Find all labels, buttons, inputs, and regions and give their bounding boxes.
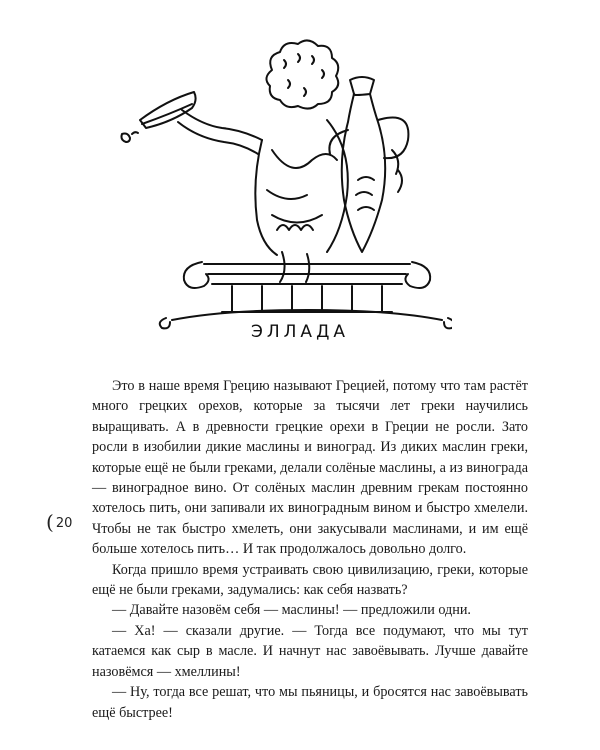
chapter-title: ЭЛЛАДА (251, 322, 349, 342)
paragraph-intro: Это в наше время Грецию называют Грецией, потому что там растёт много грецких орехов, которые за тысячи лет греки научились выращивать. А в древности грецкие орехи в Греции не росли. Зато росли в изобилии дикие маслины и виноград. Из диких маслин греки, которые ещё не были греками, делали солёные маслины, а из винограда — виноградное вино. От солёных маслин древним грекам постоянно хотелось пить, они запивали их виноградным вином и быстро хмелели. Чтобы не так быстро хмелеть, они закусывали маслинами, и им ещё больше хотелось пить… И так продолжалось довольно долго. (92, 378, 528, 558)
column-capital-icon (160, 262, 452, 328)
paragraph-dialogue-1: — Давайте назовём себя — маслины! — предложили одни. (112, 602, 471, 619)
plate-icon (122, 92, 196, 142)
paragraph-civilization: Когда пришло время устраивать свою цивилизацию, греки, которые ещё не были греками, задумались: как себя назвать? (92, 561, 528, 599)
page-number-value: 20 (55, 516, 73, 531)
page-number-bracket: ( (46, 510, 54, 534)
paragraph-dialogue-2: — Ха! — сказали другие. — Тогда все подумают, что мы тут катаемся как сыр в масле. И начнут нас завоёвывать. Лучше давайте назовёмся — хмеллины! (92, 622, 528, 680)
page-number (46, 508, 72, 532)
body-text (92, 376, 528, 723)
greek-figure-illustration (112, 30, 452, 330)
amphora-icon (329, 77, 408, 252)
paragraph-dialogue-3: — Ну, тогда все решат, что мы пьяницы, и бросятся нас завоёвывать ещё быстрее! (92, 684, 528, 721)
head-icon (266, 40, 338, 108)
